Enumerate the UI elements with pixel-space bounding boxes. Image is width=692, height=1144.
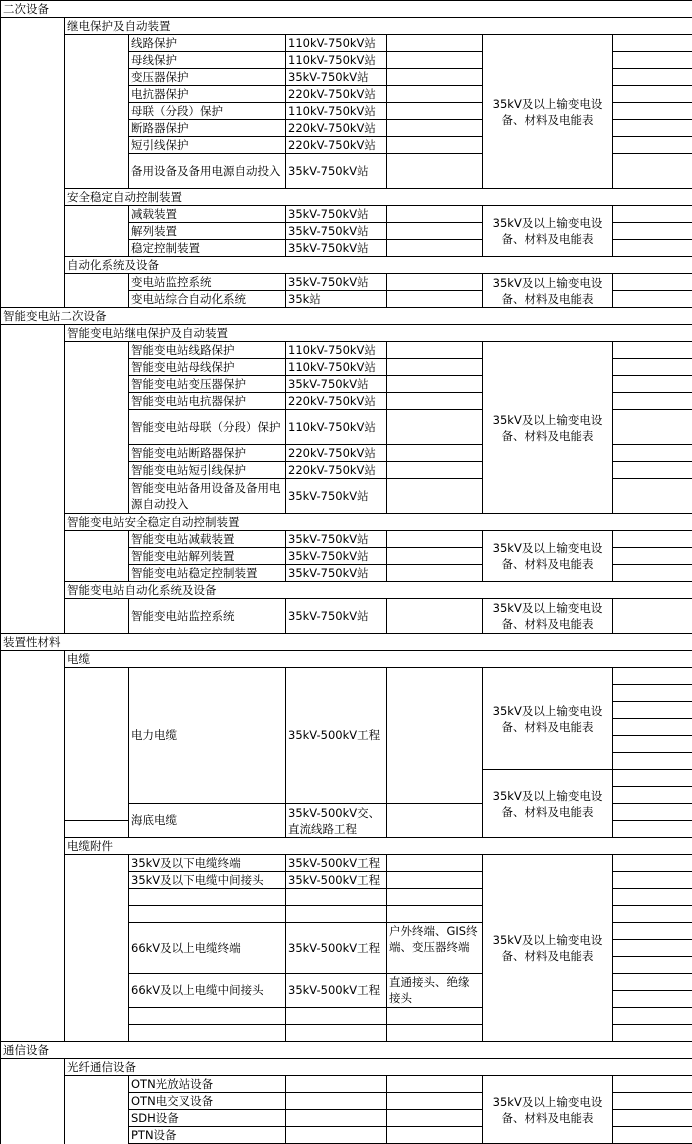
empty-cell [613, 342, 692, 359]
empty-cell [613, 821, 692, 838]
empty-cell [1, 137, 65, 154]
empty-cell [65, 137, 129, 154]
empty-cell [65, 889, 129, 906]
empty-cell [1, 189, 65, 206]
empty-cell [65, 668, 129, 685]
subsection-header: 智能变电站安全稳定自动控制装置 [65, 514, 692, 531]
empty-cell [387, 274, 483, 291]
empty-cell [1, 393, 65, 410]
empty-cell [613, 154, 692, 189]
item-spec: 110kV-750kV站 [286, 35, 387, 52]
subsection-header: 自动化系统及设备 [65, 257, 692, 274]
empty-cell [387, 291, 483, 308]
item-name: 66kV及以上电缆中间接头 [129, 974, 286, 1008]
empty-cell [387, 668, 483, 804]
item-name: 智能变电站母线保护 [129, 359, 286, 376]
item-name: 解列装置 [129, 223, 286, 240]
empty-cell [286, 1093, 387, 1110]
empty-cell [1, 651, 65, 668]
empty-cell [387, 531, 483, 548]
empty-cell [613, 103, 692, 120]
empty-cell [65, 991, 129, 1008]
empty-cell [129, 1008, 286, 1025]
item-name: 66kV及以上电缆终端 [129, 923, 286, 974]
empty-cell [613, 1076, 692, 1093]
empty-cell [1, 1059, 65, 1076]
category-note: 35kV及以上输变电设备、材料及电能表 [483, 1076, 613, 1144]
empty-cell [1, 223, 65, 240]
empty-cell [387, 1110, 483, 1127]
item-name: 电力电缆 [129, 668, 286, 804]
empty-cell [387, 855, 483, 872]
empty-cell [65, 376, 129, 393]
empty-cell [613, 1093, 692, 1110]
item-name: 智能变电站备用设备及备用电源自动投入 [129, 479, 286, 514]
empty-cell [65, 35, 129, 52]
empty-cell [387, 86, 483, 103]
item-spec: 35kV-750kV站 [286, 223, 387, 240]
empty-cell [613, 86, 692, 103]
empty-cell [1, 462, 65, 479]
empty-cell [387, 206, 483, 223]
item-name: 母线保护 [129, 52, 286, 69]
empty-cell [1, 974, 65, 991]
empty-cell [65, 702, 129, 719]
empty-cell [387, 240, 483, 257]
empty-cell [613, 137, 692, 154]
item-name: 稳定控制装置 [129, 240, 286, 257]
empty-cell [65, 923, 129, 940]
section-header: 通信设备 [1, 1042, 692, 1059]
empty-cell [1, 154, 65, 189]
empty-cell [65, 821, 129, 838]
empty-cell [613, 940, 692, 957]
subsection-header: 安全稳定自动控制装置 [65, 189, 692, 206]
item-spec: 35kV-500kV工程 [286, 872, 387, 889]
item-spec: 220kV-750kV站 [286, 137, 387, 154]
empty-cell [1, 325, 65, 342]
empty-cell [1, 274, 65, 291]
item-spec: 35kV-750kV站 [286, 599, 387, 634]
empty-cell [1, 1110, 65, 1127]
empty-cell [65, 342, 129, 359]
item-name: 母联（分段）保护 [129, 103, 286, 120]
empty-cell [613, 462, 692, 479]
item-spec: 110kV-750kV站 [286, 359, 387, 376]
empty-cell [613, 531, 692, 548]
category-note: 35kV及以上输变电设备、材料及电能表 [483, 855, 613, 1042]
empty-cell [1, 770, 65, 787]
item-name: 智能变电站解列装置 [129, 548, 286, 565]
empty-cell [387, 445, 483, 462]
category-note: 35kV及以上输变电设备、材料及电能表 [483, 531, 613, 582]
item-extra: 直通接头、绝缘接头 [387, 974, 483, 1008]
empty-cell [387, 52, 483, 69]
item-name: 35kV及以下电缆中间接头 [129, 872, 286, 889]
empty-cell [387, 154, 483, 189]
empty-cell [1, 685, 65, 702]
empty-cell [1, 514, 65, 531]
category-note: 35kV及以上输变电设备、材料及电能表 [483, 342, 613, 514]
item-spec: 110kV-750kV站 [286, 410, 387, 445]
empty-cell [387, 1025, 483, 1042]
category-note: 35kV及以上输变电设备、材料及电能表 [483, 668, 613, 770]
item-spec: 35k站 [286, 291, 387, 308]
empty-cell [1, 702, 65, 719]
item-name: OTN光放站设备 [129, 1076, 286, 1093]
empty-cell [1, 923, 65, 940]
item-name: 变电站监控系统 [129, 274, 286, 291]
empty-cell [613, 445, 692, 462]
empty-cell [1, 991, 65, 1008]
item-name: 智能变电站断路器保护 [129, 445, 286, 462]
empty-cell [1, 1093, 65, 1110]
empty-cell [1, 889, 65, 906]
empty-cell [387, 342, 483, 359]
empty-cell [387, 1093, 483, 1110]
empty-cell [387, 906, 483, 923]
empty-cell [613, 702, 692, 719]
empty-cell [1, 753, 65, 770]
empty-cell [613, 923, 692, 940]
empty-cell [65, 1008, 129, 1025]
item-name: PTN设备 [129, 1127, 286, 1144]
empty-cell [613, 69, 692, 86]
empty-cell [387, 804, 483, 838]
empty-cell [1, 52, 65, 69]
empty-cell [286, 1110, 387, 1127]
subsection-header: 电缆 [65, 651, 692, 668]
item-name: 备用设备及备用电源自动投入 [129, 154, 286, 189]
empty-cell [613, 719, 692, 736]
item-name: 电抗器保护 [129, 86, 286, 103]
empty-cell [613, 872, 692, 889]
empty-cell [613, 770, 692, 787]
empty-cell [65, 736, 129, 753]
empty-cell [1, 957, 65, 974]
item-extra: 户外终端、GIS终端、变压器终端 [387, 923, 483, 974]
empty-cell [1, 257, 65, 274]
item-name: 减载装置 [129, 206, 286, 223]
category-note: 35kV及以上输变电设备、材料及电能表 [483, 206, 613, 257]
item-name: 智能变电站减载装置 [129, 531, 286, 548]
empty-cell [1, 69, 65, 86]
empty-cell [1, 445, 65, 462]
empty-cell [1, 18, 65, 35]
empty-cell [387, 137, 483, 154]
empty-cell [1, 838, 65, 855]
empty-cell [65, 940, 129, 957]
subsection-header: 继电保护及自动装置 [65, 18, 692, 35]
empty-cell [1, 359, 65, 376]
item-name: 线路保护 [129, 35, 286, 52]
empty-cell [387, 1008, 483, 1025]
item-spec: 110kV-750kV站 [286, 342, 387, 359]
empty-cell [387, 1076, 483, 1093]
empty-cell [387, 103, 483, 120]
empty-cell [286, 1008, 387, 1025]
empty-cell [613, 376, 692, 393]
item-spec: 35kV-750kV站 [286, 479, 387, 514]
empty-cell [1, 804, 65, 821]
category-note: 35kV及以上输变电设备、材料及电能表 [483, 35, 613, 189]
subsection-header: 智能变电站自动化系统及设备 [65, 582, 692, 599]
item-name: 智能变电站电抗器保护 [129, 393, 286, 410]
empty-cell [613, 855, 692, 872]
item-name: SDH设备 [129, 1110, 286, 1127]
empty-cell [65, 206, 129, 223]
empty-cell [65, 565, 129, 582]
empty-cell [65, 1127, 129, 1144]
empty-cell [613, 974, 692, 991]
empty-cell [387, 223, 483, 240]
category-note: 35kV及以上输变电设备、材料及电能表 [483, 770, 613, 838]
item-spec: 35kV-750kV站 [286, 240, 387, 257]
empty-cell [1, 940, 65, 957]
empty-cell [613, 906, 692, 923]
empty-cell [387, 462, 483, 479]
empty-cell [1, 787, 65, 804]
subsection-header: 智能变电站继电保护及自动装置 [65, 325, 692, 342]
empty-cell [65, 719, 129, 736]
empty-cell [613, 1008, 692, 1025]
empty-cell [129, 906, 286, 923]
empty-cell [1, 548, 65, 565]
empty-cell [65, 957, 129, 974]
empty-cell [65, 974, 129, 991]
empty-cell [613, 393, 692, 410]
empty-cell [613, 1110, 692, 1127]
item-name: 变压器保护 [129, 69, 286, 86]
item-spec: 110kV-750kV站 [286, 103, 387, 120]
item-name: 智能变电站变压器保护 [129, 376, 286, 393]
empty-cell [129, 1025, 286, 1042]
item-spec: 35kV-750kV站 [286, 206, 387, 223]
empty-cell [65, 445, 129, 462]
empty-cell [65, 906, 129, 923]
empty-cell [65, 479, 129, 514]
subsection-header: 光纤通信设备 [65, 1059, 692, 1076]
empty-cell [286, 1127, 387, 1144]
empty-cell [387, 376, 483, 393]
item-name: 变电站综合自动化系统 [129, 291, 286, 308]
empty-cell [613, 753, 692, 770]
empty-cell [1, 35, 65, 52]
empty-cell [1, 855, 65, 872]
empty-cell [387, 479, 483, 514]
empty-cell [65, 120, 129, 137]
item-name: 35kV及以下电缆终端 [129, 855, 286, 872]
empty-cell [1, 86, 65, 103]
empty-cell [387, 69, 483, 86]
empty-cell [1, 410, 65, 445]
item-spec: 220kV-750kV站 [286, 445, 387, 462]
item-name: OTN电交叉设备 [129, 1093, 286, 1110]
item-spec: 35kV-750kV站 [286, 548, 387, 565]
item-spec: 35kV-500kV交、直流线路工程 [286, 804, 387, 838]
item-name: 断路器保护 [129, 120, 286, 137]
empty-cell [65, 274, 129, 291]
empty-cell [1, 1076, 65, 1093]
item-spec: 35kV-500kV工程 [286, 974, 387, 1008]
empty-cell [1, 736, 65, 753]
empty-cell [387, 35, 483, 52]
empty-cell [613, 479, 692, 514]
empty-cell [286, 1025, 387, 1042]
empty-cell [65, 855, 129, 872]
empty-cell [613, 1127, 692, 1144]
empty-cell [1, 1025, 65, 1042]
empty-cell [1, 342, 65, 359]
empty-cell [1, 376, 65, 393]
empty-cell [65, 753, 129, 770]
empty-cell [613, 685, 692, 702]
empty-cell [613, 291, 692, 308]
empty-cell [65, 770, 129, 787]
empty-cell [65, 1110, 129, 1127]
empty-cell [1, 599, 65, 634]
item-name: 智能变电站监控系统 [129, 599, 286, 634]
empty-cell [65, 599, 129, 634]
item-name: 智能变电站稳定控制装置 [129, 565, 286, 582]
item-spec: 35kV-750kV站 [286, 154, 387, 189]
empty-cell [129, 889, 286, 906]
item-spec: 110kV-750kV站 [286, 52, 387, 69]
empty-cell [1, 668, 65, 685]
empty-cell [613, 991, 692, 1008]
empty-cell [1, 1008, 65, 1025]
empty-cell [1, 206, 65, 223]
empty-cell [65, 52, 129, 69]
item-name: 短引线保护 [129, 137, 286, 154]
empty-cell [613, 35, 692, 52]
empty-cell [1, 906, 65, 923]
empty-cell [65, 872, 129, 889]
empty-cell [1, 821, 65, 838]
empty-cell [613, 787, 692, 804]
empty-cell [65, 240, 129, 257]
item-spec: 35kV-750kV站 [286, 565, 387, 582]
empty-cell [1, 1127, 65, 1144]
empty-cell [65, 86, 129, 103]
empty-cell [65, 685, 129, 702]
empty-cell [65, 410, 129, 445]
empty-cell [1, 291, 65, 308]
subsection-header: 电缆附件 [65, 838, 692, 855]
empty-cell [65, 69, 129, 86]
empty-cell [613, 889, 692, 906]
empty-cell [387, 393, 483, 410]
empty-cell [286, 906, 387, 923]
empty-cell [65, 223, 129, 240]
empty-cell [613, 957, 692, 974]
empty-cell [613, 548, 692, 565]
section-header: 智能变电站二次设备 [1, 308, 692, 325]
empty-cell [387, 872, 483, 889]
empty-cell [65, 548, 129, 565]
item-spec: 35kV-500kV工程 [286, 855, 387, 872]
category-note: 35kV及以上输变电设备、材料及电能表 [483, 599, 613, 634]
category-note: 35kV及以上输变电设备、材料及电能表 [483, 274, 613, 308]
empty-cell [387, 889, 483, 906]
item-spec: 35kV-500kV工程 [286, 923, 387, 974]
empty-cell [65, 531, 129, 548]
section-header: 装置性材料 [1, 634, 692, 651]
empty-cell [65, 154, 129, 189]
empty-cell [613, 120, 692, 137]
empty-cell [387, 548, 483, 565]
empty-cell [613, 240, 692, 257]
empty-cell [613, 52, 692, 69]
empty-cell [65, 103, 129, 120]
empty-cell [1, 582, 65, 599]
item-name: 海底电缆 [129, 804, 286, 838]
empty-cell [286, 1076, 387, 1093]
empty-cell [613, 565, 692, 582]
empty-cell [286, 889, 387, 906]
empty-cell [65, 1093, 129, 1110]
empty-cell [613, 206, 692, 223]
empty-cell [1, 120, 65, 137]
section-header: 二次设备 [1, 1, 692, 18]
empty-cell [387, 1127, 483, 1144]
empty-cell [65, 291, 129, 308]
empty-cell [613, 736, 692, 753]
empty-cell [1, 103, 65, 120]
item-name: 智能变电站线路保护 [129, 342, 286, 359]
empty-cell [613, 804, 692, 821]
empty-cell [1, 872, 65, 889]
item-spec: 220kV-750kV站 [286, 462, 387, 479]
empty-cell [613, 410, 692, 445]
item-spec: 220kV-750kV站 [286, 86, 387, 103]
item-spec: 35kV-750kV站 [286, 531, 387, 548]
empty-cell [65, 462, 129, 479]
item-name: 智能变电站母联（分段）保护 [129, 410, 286, 445]
empty-cell [387, 599, 483, 634]
item-spec: 35kV-750kV站 [286, 274, 387, 291]
empty-cell [387, 410, 483, 445]
item-spec: 220kV-750kV站 [286, 393, 387, 410]
empty-cell [1, 565, 65, 582]
item-spec: 220kV-750kV站 [286, 120, 387, 137]
empty-cell [613, 359, 692, 376]
item-name: 智能变电站短引线保护 [129, 462, 286, 479]
empty-cell [1, 531, 65, 548]
empty-cell [387, 120, 483, 137]
empty-cell [1, 240, 65, 257]
empty-cell [65, 393, 129, 410]
empty-cell [65, 1025, 129, 1042]
empty-cell [613, 274, 692, 291]
empty-cell [387, 565, 483, 582]
empty-cell [1, 719, 65, 736]
empty-cell [613, 599, 692, 634]
empty-cell [613, 668, 692, 685]
item-spec: 35kV-750kV站 [286, 376, 387, 393]
empty-cell [387, 359, 483, 376]
empty-cell [65, 804, 129, 821]
empty-cell [65, 359, 129, 376]
empty-cell [613, 1025, 692, 1042]
empty-cell [65, 787, 129, 804]
empty-cell [65, 1076, 129, 1093]
empty-cell [613, 223, 692, 240]
empty-cell [1, 479, 65, 514]
item-spec: 35kV-750kV站 [286, 69, 387, 86]
item-spec: 35kV-500kV工程 [286, 668, 387, 804]
